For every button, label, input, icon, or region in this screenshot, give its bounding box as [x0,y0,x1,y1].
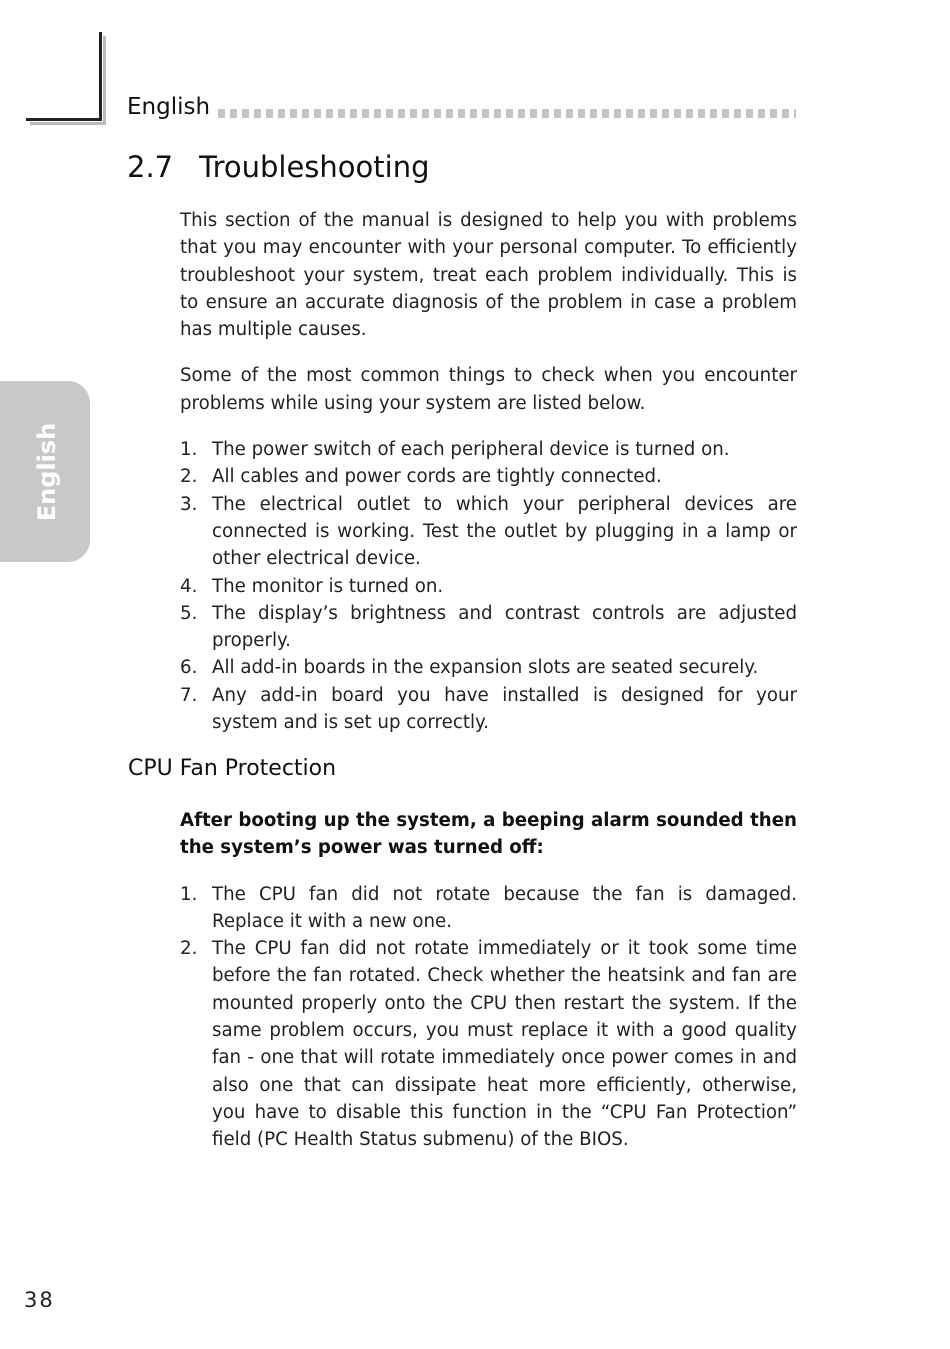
list-item-text: All add-in boards in the expansion slots are seated securely. [212,657,759,679]
list-item-index: 6. [180,657,198,679]
page-number: 38 [24,1288,55,1312]
list-item [180,463,797,490]
header-language: English [127,94,211,120]
cpu-fan-list [180,881,797,1154]
list-item-text: The monitor is turned on. [212,575,444,597]
list-item-index: 2. [180,466,198,488]
list-item [180,881,797,936]
list-item-text: The power switch of each peripheral device is turned on. [212,439,730,461]
list-item-index: 4. [180,575,198,597]
cpu-fan-heading: CPU Fan Protection [128,756,337,781]
section-title-text: Troubleshooting [199,150,430,184]
list-item-text: Any add-in board you have installed is designed for your system and is set up correctly. [212,684,797,734]
list-item [180,935,797,1153]
header-dotted-rule [218,109,796,118]
list-item [180,682,797,737]
list-item-index: 1. [180,439,198,461]
list-item-index: 5. [180,602,198,624]
list-item-text: All cables and power cords are tightly connected. [212,466,662,488]
crop-mark-horizontal [26,118,102,121]
intro-paragraph-1: This section of the manual is designed to help you with problems that you may encounter with your personal computer. To efficiently troubleshoot your system, treat each problem individually. This is to ensure an accurate diagnosis of the problem in case a problem has multiple causes. [180,210,797,341]
list-item [180,491,797,573]
cpu-fan-body [180,807,797,1154]
crop-mark-vertical-shadow [103,36,106,124]
list-item-index: 2. [180,938,198,960]
list-item-text: The electrical outlet to which your peripheral devices are connected is working. Test the outlet by plugging in a lamp or other electrical device. [212,493,797,570]
troubleshooting-body [180,207,797,736]
list-item-index: 7. [180,684,198,706]
list-item-text: The display’s brightness and contrast controls are adjusted properly. [212,602,797,652]
crop-mark-horizontal-shadow [30,122,106,125]
section-number: 2.7 [127,150,174,184]
cpu-fan-lead: After booting up the system, a beeping alarm sounded then the system’s power was turned off: [180,810,797,859]
crop-mark-vertical [99,32,102,120]
list-item [180,600,797,655]
section-title [127,150,429,184]
list-item [180,573,797,600]
list-item-index: 3. [180,493,198,515]
list-item [180,436,797,463]
intro-paragraph-2: Some of the most common things to check when you encounter problems while using your system are listed below. [180,365,797,414]
list-item-text: The CPU fan did not rotate because the fan is damaged. Replace it with a new one. [212,883,797,932]
checklist [180,436,797,736]
list-item-index: 1. [180,883,198,905]
list-item [180,654,797,681]
side-tab-label: English [33,422,61,522]
list-item-text: The CPU fan did not rotate immediately or it took some time before the fan rotated. Check whether the heatsink and fan are mounted properly onto the CPU then restart the system. If the same problem occurs, you must replace it with a good quality fan - one that will rotate immediately once power comes in and also one that can dissipate heat more efficiently, otherwise, you have to disable this function in the “CPU Fan Protection” field (PC Health Status submenu) of the BIOS. [212,938,797,1151]
